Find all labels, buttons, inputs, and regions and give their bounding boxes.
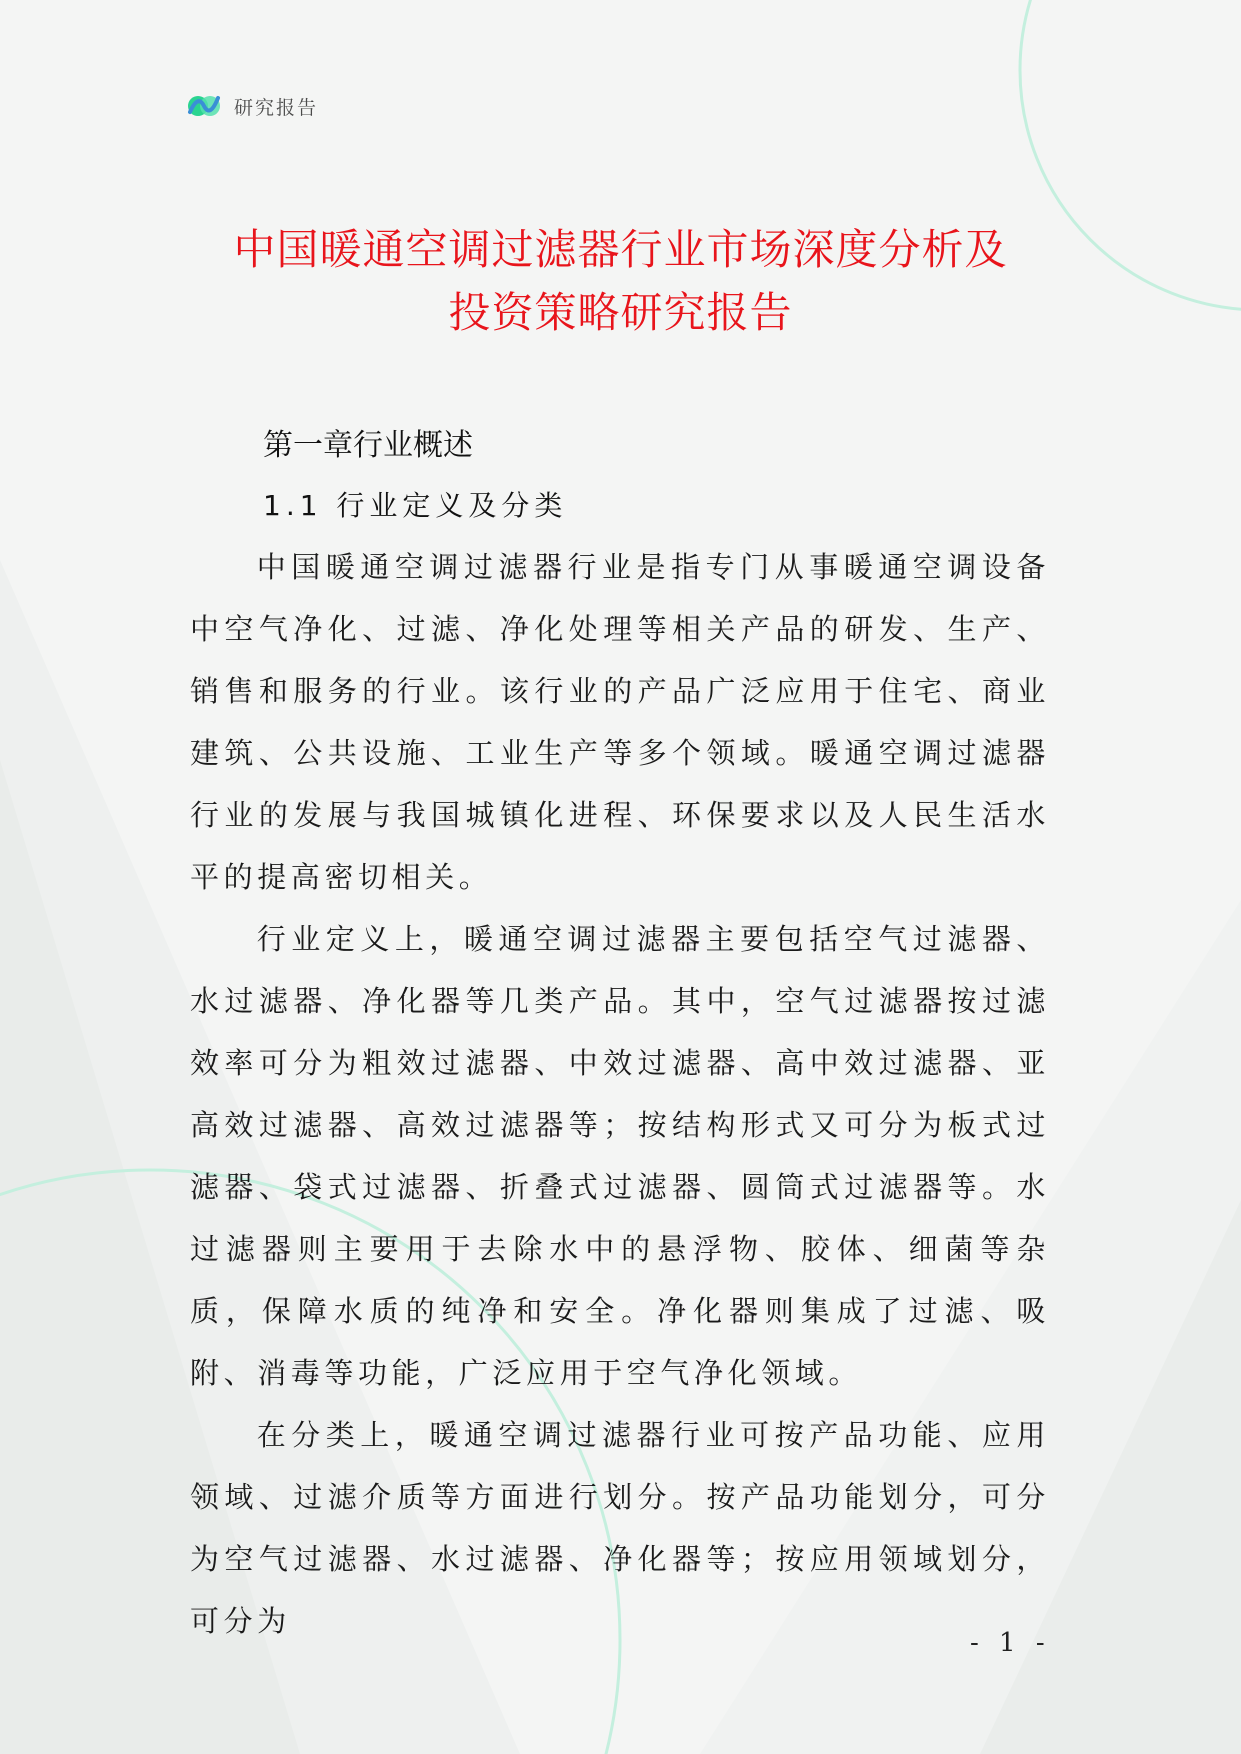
document-title-line: 中国暖通空调过滤器行业市场深度分析及 [233, 225, 1008, 274]
paragraph: 在分类上，暖通空调过滤器行业可按产品功能、应用领域、过滤介质等方面进行划分。按产品功能划分，可分为空气过滤器、水过滤器、净化器等；按应用领域划分，可分为 [190, 1418, 1050, 1638]
document-title [150, 218, 1091, 344]
body-text [190, 536, 1050, 1652]
page-number: - 1 - [970, 1628, 1051, 1658]
brand-logo-icon [186, 88, 222, 124]
document-title-line: 投资策略研究报告 [448, 288, 793, 337]
paragraph: 行业定义上，暖通空调过滤器主要包括空气过滤器、水过滤器、净化器等几类产品。其中，空气过滤器按过滤效率可分为粗效过滤器、中效过滤器、高中效过滤器、亚高效过滤器、高效过滤器等；按结构形式又可分为板式过滤器、袋式过滤器、折叠式过滤器、圆筒式过滤器等。水过滤器则主要用于去除水中的悬浮物、胶体、细菌等杂质，保障水质的纯净和安全。净化器则集成了过滤、吸附、消毒等功能，广泛应用于空气净化领域。 [190, 922, 1050, 1390]
header-brand [186, 88, 318, 124]
chapter-heading: 第一章行业概述 [263, 428, 473, 463]
section-heading: 1.1 行业定义及分类 [263, 489, 568, 522]
brand-label: 研究报告 [234, 96, 319, 119]
paragraph: 中国暖通空调过滤器行业是指专门从事暖通空调设备中空气净化、过滤、净化处理等相关产品的研发、生产、销售和服务的行业。该行业的产品广泛应用于住宅、商业建筑、公共设施、工业生产等多个领域。暖通空调过滤器行业的发展与我国城镇化进程、环保要求以及人民生活水平的提高密切相关。 [190, 550, 1050, 894]
